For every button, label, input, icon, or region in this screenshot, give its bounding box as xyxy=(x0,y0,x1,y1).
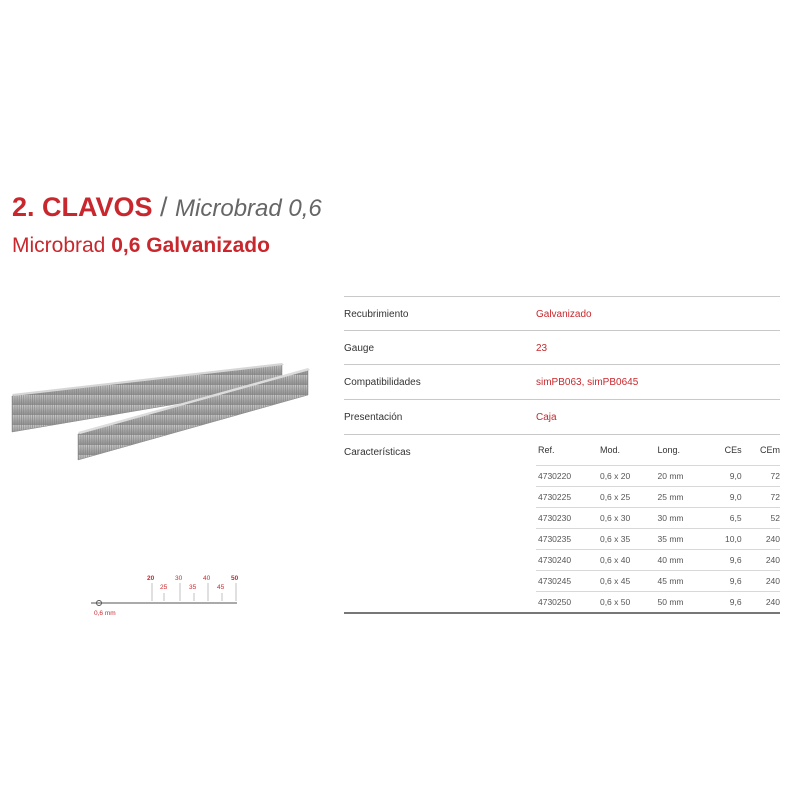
scale-label-25: 25 xyxy=(160,584,168,591)
scale-label-35: 35 xyxy=(189,584,197,591)
cell-ces: 9,6 xyxy=(711,571,742,592)
cell-mod: 0,6 x 45 xyxy=(594,571,648,592)
spec-row-recubrimiento xyxy=(344,296,780,331)
col-header-long: Long. xyxy=(657,445,681,455)
cell-ces: 9,6 xyxy=(711,550,742,571)
scale-label-45: 45 xyxy=(217,584,225,591)
cell-ces: 10,0 xyxy=(711,529,742,550)
cell-cem: 240 xyxy=(742,550,780,571)
title-sub: Microbrad 0,6 xyxy=(175,195,322,222)
cell-ref: 4730230 xyxy=(536,508,594,529)
cell-mod: 0,6 x 25 xyxy=(594,487,648,508)
spec-value: Caja xyxy=(536,412,557,423)
page-subtitle xyxy=(12,232,270,260)
cell-cem: 240 xyxy=(742,571,780,592)
col-header-ref: Ref. xyxy=(538,445,555,455)
table-row xyxy=(536,508,780,529)
spec-label: Compatibilidades xyxy=(344,377,421,388)
scale-diameter-label: 0,6 mm xyxy=(94,610,116,617)
cell-ref: 4730240 xyxy=(536,550,594,571)
page-title xyxy=(12,190,322,226)
scale-label-50: 50 xyxy=(231,575,239,582)
subtitle-bold: 0,6 Galvanizado xyxy=(111,234,270,257)
cell-long: 40 mm xyxy=(648,550,711,571)
cell-ref: 4730235 xyxy=(536,529,594,550)
cell-cem: 52 xyxy=(742,508,780,529)
characteristics-header-row xyxy=(536,435,780,466)
cell-mod: 0,6 x 30 xyxy=(594,508,648,529)
cell-ref: 4730225 xyxy=(536,487,594,508)
cell-cem: 240 xyxy=(742,529,780,550)
cell-mod: 0,6 x 40 xyxy=(594,550,648,571)
spec-row-presentacion xyxy=(344,400,780,435)
cell-mod: 0,6 x 20 xyxy=(594,466,648,487)
col-header-mod: Mod. xyxy=(599,445,620,455)
cell-mod: 0,6 x 50 xyxy=(594,592,648,613)
cell-ref: 4730250 xyxy=(536,592,594,613)
cell-long: 50 mm xyxy=(648,592,711,613)
cell-long: 30 mm xyxy=(648,508,711,529)
spec-label: Gauge xyxy=(344,343,375,354)
cell-cem: 240 xyxy=(742,592,780,613)
brad-nails-image xyxy=(10,355,315,465)
characteristics-table xyxy=(536,435,780,612)
spec-row-gauge xyxy=(344,331,780,365)
spec-table xyxy=(344,296,780,614)
cell-ref: 4730245 xyxy=(536,571,594,592)
table-row xyxy=(536,571,780,592)
cell-long: 45 mm xyxy=(648,571,711,592)
cell-cem: 72 xyxy=(742,487,780,508)
cell-cem: 72 xyxy=(742,466,780,487)
cell-ces: 9,0 xyxy=(711,466,742,487)
cell-ref: 4730220 xyxy=(536,466,594,487)
subtitle-prefix: Microbrad xyxy=(12,234,112,257)
scale-label-20: 20 xyxy=(147,575,155,582)
table-row xyxy=(536,592,780,613)
spec-value: Galvanizado xyxy=(536,309,592,320)
cell-mod: 0,6 x 35 xyxy=(594,529,648,550)
table-row xyxy=(536,466,780,487)
cell-ces: 9,0 xyxy=(711,487,742,508)
scale-label-30: 30 xyxy=(175,575,183,582)
spec-value: 23 xyxy=(536,343,548,354)
cell-long: 20 mm xyxy=(648,466,711,487)
table-row xyxy=(536,550,780,571)
spec-label: Características xyxy=(344,447,411,458)
title-main: 2. CLAVOS xyxy=(12,192,153,222)
cell-ces: 6,5 xyxy=(711,508,742,529)
table-row xyxy=(536,487,780,508)
title-separator: / xyxy=(152,192,176,222)
col-header-ces: CEs xyxy=(724,445,742,455)
spec-row-compatibilidades xyxy=(344,365,780,400)
cell-long: 35 mm xyxy=(648,529,711,550)
cell-ces: 9,6 xyxy=(711,592,742,613)
length-scale xyxy=(85,565,245,620)
cell-long: 25 mm xyxy=(648,487,711,508)
spec-row-caracteristicas xyxy=(344,435,780,614)
table-row xyxy=(536,529,780,550)
spec-label: Presentación xyxy=(344,412,403,423)
col-header-cem: CEm xyxy=(760,445,780,455)
spec-label: Recubrimiento xyxy=(344,309,409,320)
scale-label-40: 40 xyxy=(203,575,211,582)
spec-value: simPB063, simPB0645 xyxy=(536,377,639,388)
